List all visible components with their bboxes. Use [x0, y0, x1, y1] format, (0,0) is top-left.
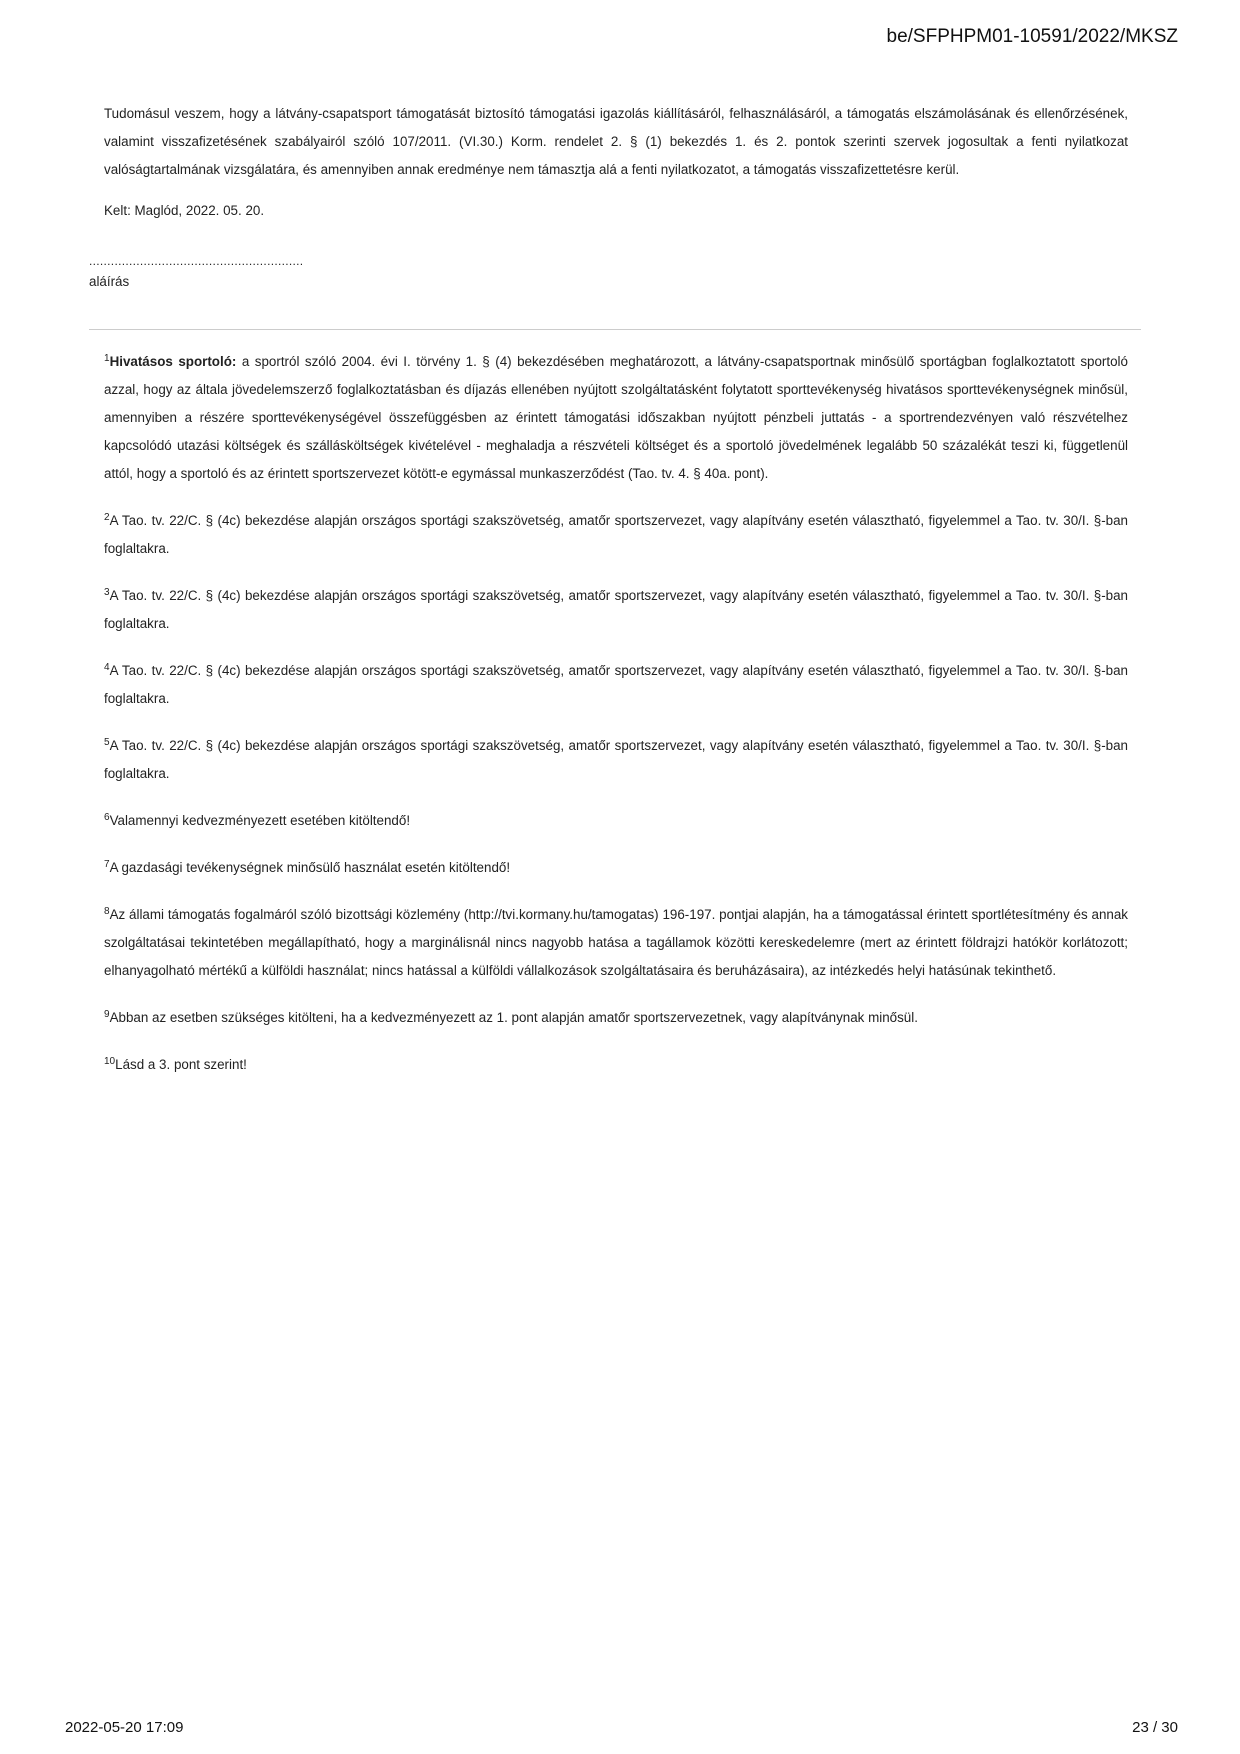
footnote-text: A Tao. tv. 22/C. § (4c) bekezdése alapján országos sportági szakszövetség, amatőr sportszervezet, vagy alapítvány esetén választható, figyelemmel a Tao. tv. 30/I. §-ban foglaltakra. — [104, 588, 1128, 631]
footnote-number: 8 — [104, 906, 110, 917]
footnote-text: Valamennyi kedvezményezett esetében kitöltendő! — [109, 813, 411, 828]
footnote-number: 3 — [104, 587, 110, 598]
footnote-7 — [104, 854, 1128, 882]
footnote-number: 5 — [104, 737, 110, 748]
footnote-number: 1 — [104, 353, 110, 364]
footnote-4 — [104, 657, 1128, 713]
footnote-number: 2 — [104, 512, 110, 523]
footnote-number: 4 — [104, 662, 110, 673]
footnote-text: A Tao. tv. 22/C. § (4c) bekezdése alapján országos sportági szakszövetség, amatőr sportszervezet, vagy alapítvány esetén választható, figyelemmel a Tao. tv. 30/I. §-ban foglaltakra. — [104, 738, 1128, 781]
footnote-term: Hivatásos sportoló: — [109, 354, 237, 369]
footnote-text: a sportról szóló 2004. évi I. törvény 1. § (4) bekezdésében meghatározott, a látvány-csapatsportnak minősülő sportágban foglalkoztatott sportoló azzal, hogy az általa jövedelemszerző foglalkoztatásban és díjazás ellenében nyújtott szolgáltatásként folytatott sporttevékenység hivatásos sporttevékenységnek minősül, amennyiben a részére sporttevékenységével összefüggésben az érintett támogatási időszakban nyújtott pénzbeli juttatás - a sportrendezvényen való részvételhez kapcsolódó utazási költségek és szállásköltségek kivételével - meghaladja a részvételi költséget és a sportoló jövedelmének legalább 50 százalékát teszi ki, függetlenül attól, hogy a sportoló és az érintett sportszervezet kötött-e egymással munkaszerződést (Tao. tv. 4. § 40a. pont). — [104, 354, 1128, 481]
footnote-3 — [104, 582, 1128, 638]
page-number: 23 / 30 — [1132, 1719, 1178, 1736]
footnote-number: 9 — [104, 1009, 110, 1020]
footnote-8 — [104, 901, 1128, 985]
footer-timestamp: 2022-05-20 17:09 — [65, 1719, 184, 1736]
footnote-text: A Tao. tv. 22/C. § (4c) bekezdése alapján országos sportági szakszövetség, amatőr sportszervezet, vagy alapítvány esetén választható, figyelemmel a Tao. tv. 30/I. §-ban foglaltakra. — [104, 663, 1128, 706]
signature-label: aláírás — [89, 274, 130, 289]
footnote-text: Az állami támogatás fogalmáról szóló bizottsági közlemény (http://tvi.kormany.hu/tamogatas) 196-197. pontjai alapján, ha a támogatással érintett sportlétesítmény és annak szolgáltatásai tekintetében megállapítható, hogy a marginálisnál nincs nagyobb hatása a tagállamok közötti kereskedelemre (mert az érintett földrajzi hatókör korlátozott; elhanyagolható mértékű a külföldi használat; nincs hatással a külföldi vállalkozások szolgáltatásaira és beruházásaira), az intézkedés helyi hatásúnak tekinthető. — [104, 907, 1128, 978]
date-line: Kelt: Maglód, 2022. 05. 20. — [104, 203, 265, 218]
signature-line: ........................................................... — [89, 254, 304, 268]
footnote-text: Lásd a 3. pont szerint! — [115, 1057, 247, 1072]
footnote-9 — [104, 1004, 1128, 1032]
footnote-1 — [104, 348, 1128, 488]
footnote-text: A Tao. tv. 22/C. § (4c) bekezdése alapján országos sportági szakszövetség, amatőr sportszervezet, vagy alapítvány esetén választható, figyelemmel a Tao. tv. 30/I. §-ban foglaltakra. — [104, 513, 1128, 556]
footnote-6 — [104, 807, 1128, 835]
document-id: be/SFPHPM01-10591/2022/MKSZ — [886, 26, 1178, 47]
footnote-5 — [104, 732, 1128, 788]
footnote-number: 6 — [104, 812, 110, 823]
footnote-number: 7 — [104, 859, 110, 870]
footnote-text: A gazdasági tevékenységnek minősülő használat esetén kitöltendő! — [109, 860, 511, 875]
declaration-text: Tudomásul veszem, hogy a látvány-csapatsport támogatását biztosító támogatási igazolás kiállításáról, felhasználásáról, a támogatás elszámolásának és ellenőrzésének, valamint visszafizetésének szabályairól szóló 107/2011. (VI.30.) Korm. rendelet 2. § (1) bekezdés 1. és 2. pontok szerinti szervek jogosultak a fenti nyilatkozat valóságtartalmának vizsgálatára, és amennyiben annak eredménye nem támasztja alá a fenti nyilatkozatot, a támogatás visszafizettetésre kerül. — [104, 106, 1128, 177]
footnote-text: Abban az esetben szükséges kitölteni, ha a kedvezményezett az 1. pont alapján amatőr sportszervezetnek, vagy alapítványnak minősül. — [109, 1010, 918, 1025]
footnote-2 — [104, 507, 1128, 563]
footnotes-list — [104, 348, 1128, 1098]
footnote-10 — [104, 1051, 1128, 1079]
footnote-divider — [89, 329, 1141, 330]
footnote-number: 10 — [104, 1056, 116, 1067]
